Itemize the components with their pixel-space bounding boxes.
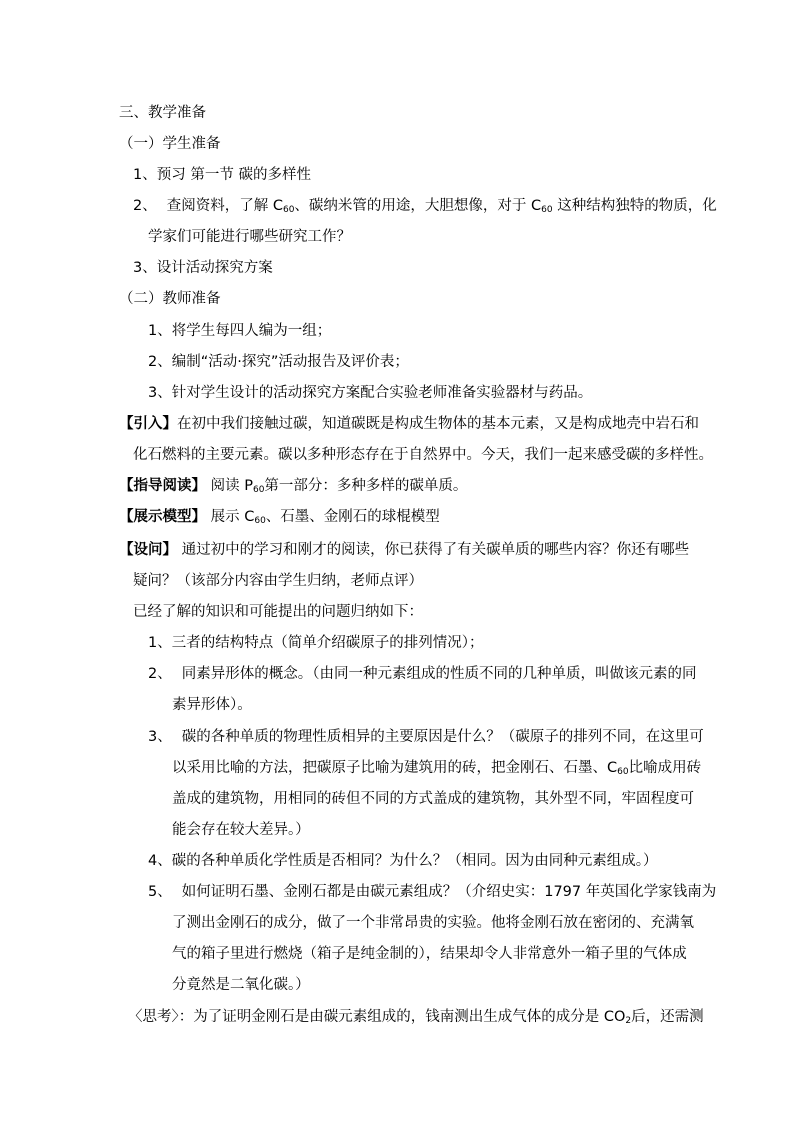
guide-tag: 【指导阅读】 bbox=[119, 478, 206, 494]
point-4: 4、碳的各种单质化学性质是否相同？为什么？（相同。因为由同种元素组成。） bbox=[148, 853, 658, 869]
item-text: 碳的各种单质的物理性质相异的主要原因是什么？（碳原子的排列不同，在这里可 bbox=[181, 729, 704, 745]
point-3 bbox=[148, 727, 704, 747]
guide-reading bbox=[119, 476, 467, 496]
teacher-prep-item-1: 1、将学生每四人编为一组； bbox=[148, 323, 332, 339]
think-paragraph bbox=[128, 1007, 704, 1027]
subscript: 60 bbox=[252, 485, 265, 495]
point-5-cont-1: 了测出金刚石的成分，做了一个非常昂贵的实验。他将金刚石放在密闭的、充满氧 bbox=[172, 915, 694, 931]
student-prep-item-3: 3、设计活动探究方案 bbox=[133, 260, 273, 276]
item-number: 5、 bbox=[148, 884, 172, 900]
question-tag: 【设问】 bbox=[119, 542, 177, 558]
point-1: 1、三者的结构特点（简单介绍碳原子的排列情况）； bbox=[148, 635, 484, 651]
question-paragraph bbox=[119, 540, 689, 560]
student-prep-item-2-cont: 学家们可能进行哪些研究工作？ bbox=[148, 229, 351, 245]
guide-text: 阅读 P bbox=[206, 478, 253, 494]
student-prep-heading: （一）学生准备 bbox=[119, 136, 221, 152]
point-5 bbox=[148, 882, 716, 902]
item-text: 这种结构独特的物质，化 bbox=[552, 198, 717, 214]
item-text: 、碳纳米管的用途，大胆想像，对于 C bbox=[294, 198, 542, 214]
item-text: 以采用比喻的方法，把碳原子比喻为建筑用的砖，把金刚石、石墨、C bbox=[172, 760, 618, 776]
point-3-cont-3: 能会存在较大差异。） bbox=[172, 822, 310, 838]
think-text: 后，还需测 bbox=[631, 1009, 704, 1025]
item-number: 2、 bbox=[148, 666, 172, 682]
point-2-cont: 素异形体）。 bbox=[172, 697, 252, 713]
subscript: 60 bbox=[282, 205, 295, 215]
item-text: 如何证明石墨、金刚石都是由碳元素组成？（介绍史实：1797 年英国化学家钱南为 bbox=[181, 884, 717, 900]
teacher-prep-item-3: 3、针对学生设计的活动探究方案配合实验老师准备实验器材与药品。 bbox=[148, 385, 593, 401]
teacher-prep-item-2: 2、编制“活动·探究”活动报告及评价表； bbox=[148, 354, 409, 370]
guide-text: 第一部分：多种多样的碳单质。 bbox=[264, 478, 468, 494]
intro-tag: 【引入】 bbox=[119, 416, 177, 432]
item-number: 2、 bbox=[133, 198, 157, 214]
show-model bbox=[119, 507, 440, 527]
model-text: 展示 C bbox=[206, 509, 255, 525]
student-prep-item-1: 1、预习 第一节 碳的多样性 bbox=[133, 167, 311, 183]
subscript: 60 bbox=[617, 767, 629, 777]
item-text: 查阅资料，了解 C bbox=[166, 198, 283, 214]
point-3-cont-2: 盖成的建筑物，用相同的砖但不同的方式盖成的建筑物，其外型不同，牢固程度可 bbox=[172, 791, 694, 807]
think-text: 〈思考〉：为了证明金刚石是由碳元素组成的，钱南测出生成气体的成分是 CO bbox=[128, 1009, 626, 1025]
item-text: 比喻成用砖 bbox=[628, 760, 702, 776]
student-prep-item-2 bbox=[133, 196, 717, 216]
point-2 bbox=[148, 664, 696, 684]
question-paragraph-cont: 疑问？（该部分内容由学生归纳，老师点评） bbox=[133, 573, 423, 589]
subscript: 60 bbox=[541, 205, 553, 215]
subscript: 2 bbox=[625, 1016, 632, 1026]
intro-text: 在初中我们接触过碳，知道碳既是构成生物体的基本元素，又是构成地壳中岩石和 bbox=[177, 416, 699, 432]
point-5-cont-2: 气的箱子里进行燃烧（箱子是纯金制的），结果却令人非常意外一箱子里的气体成 bbox=[172, 946, 687, 962]
section-heading: 三、教学准备 bbox=[119, 105, 206, 121]
intro-paragraph-cont: 化石燃料的主要元素。碳以多种形态存在于自然界中。今天，我们一起来感受碳的多样性。 bbox=[133, 447, 713, 463]
summary-intro: 已经了解的知识和可能提出的问题归纳如下： bbox=[133, 604, 423, 620]
item-text: 同素异形体的概念。（由同一种元素组成的性质不同的几种单质，叫做该元素的同 bbox=[181, 666, 697, 682]
point-5-cont-3: 分竟然是二氧化碳。） bbox=[172, 977, 310, 993]
teacher-prep-heading: （二）教师准备 bbox=[119, 291, 221, 307]
intro-paragraph bbox=[119, 414, 699, 434]
model-tag: 【展示模型】 bbox=[119, 509, 206, 525]
question-text: 通过初中的学习和刚才的阅读，你已获得了有关碳单质的哪些内容？你还有哪些 bbox=[177, 542, 690, 558]
point-3-cont-1 bbox=[172, 758, 701, 778]
subscript: 60 bbox=[254, 516, 266, 526]
item-number: 3、 bbox=[148, 729, 172, 745]
model-text: 、石墨、金刚石的球棍模型 bbox=[265, 509, 440, 525]
